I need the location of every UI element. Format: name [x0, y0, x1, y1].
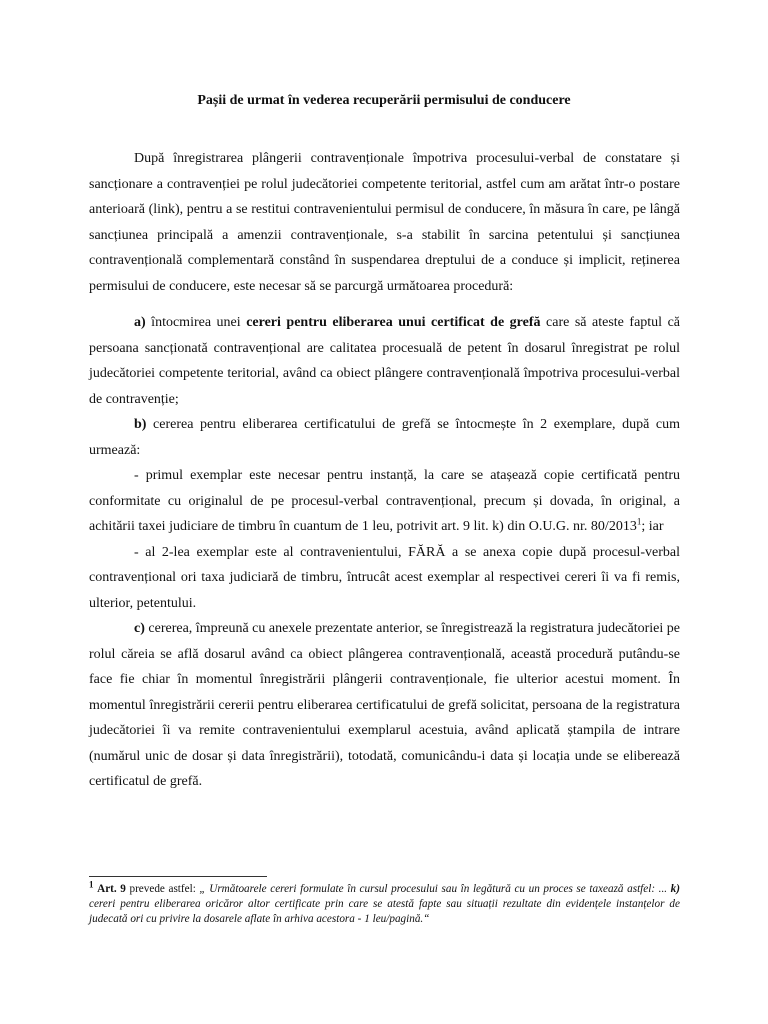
label-b: b) — [134, 417, 147, 432]
document-body — [89, 146, 680, 795]
list-item-b1 — [89, 463, 680, 540]
list-item-b2: - al 2-lea exemplar este al contravenientului, FĂRĂ a se anexa copie după procesul-verbal contravențional ori taxa judiciară de timbru, întrucât acest exemplar al respectivei cereri îi va fi remis, ulterior, petentului. — [89, 544, 680, 611]
paragraph-c — [89, 616, 680, 795]
b-item1: - primul exemplar este necesar pentru instanță, la care se atașează copie certificată pentru conformitate cu originalul de pe procesul-verbal contravențional, precum și dovada, în original, a achitării taxei judiciare de timbru în cuantum de 1 leu, potrivit art. 9 lit. k) din O.U.G. nr. 80/2013 — [89, 468, 680, 534]
b-text: cererea pentru eliberarea certificatului de grefă se întocmește în 2 exemplare, după cum urmează: — [89, 417, 680, 458]
footnote-quote1: „ Următoarele cereri formulate în cursul procesului sau în legătură cu un proces se taxează astfel: ... — [199, 883, 671, 895]
footnote-k: k) — [670, 883, 680, 895]
page-title: Pașii de urmat în vederea recuperării permisului de conducere — [197, 93, 571, 108]
paragraph-b — [89, 412, 680, 463]
a-text2: care să ateste faptul că persoana sancționată contravențional are calitatea procesuală de petent în dosarul înregistrat pe rolul judecătoriei competente teritorial, având ca obiect plângere contravențională împotriva procesului-verbal de contravenție; — [89, 315, 681, 407]
label-c: c) — [134, 621, 145, 636]
a-bold: cereri pentru eliberarea unui certificat de grefă — [246, 315, 541, 330]
paragraph-a — [89, 310, 680, 412]
footnote-ref[interactable]: 1 — [636, 516, 642, 527]
label-a: a) — [134, 315, 146, 330]
footnote-prevede: prevede astfel: — [125, 883, 200, 895]
footnote-number: 1 — [89, 879, 94, 890]
footnote-quote2: cereri pentru eliberarea oricăror altor certificate prin care se atestă fapte sau situații rezultate din evidențele instanțelor de judecată ori cu privire la dosarele aflate în arhiva acestora - 1 leu/pagină.“ — [89, 898, 680, 925]
b-item1-end: ; iar — [641, 519, 664, 534]
a-text1: întocmirea unei — [145, 315, 247, 330]
intro-paragraph: După înregistrarea plângerii contravenționale împotriva procesului-verbal de constatare și sancționare a contravenției pe rolul judecătoriei competente teritorial, astfel cum am arătat într-o postare anterioară (link), pentru a se restitui contravenientului permisul de conducere, în măsura în care, pe lângă sancțiunea principală a amenzii contravenționale, s-a stabilit în sarcina petentului și sancțiunea contravențională complementară constând în suspendarea dreptului de a conduce și implicit, reținerea permisului de conducere, este necesar să se parcurgă următoarea procedură: — [89, 151, 680, 294]
c-text: cererea, împreună cu anexele prezentate anterior, se înregistrează la registratura judecătoriei pe rolul căreia se află dosarul având ca obiect plângerea contravențională, această procedură putându-se face fie chiar în momentul înregistrării plângerii contravenționale, fie ulterior acestui moment. În momentul înregistrării cererii pentru eliberarea certificatului de grefă solicitat, persoana de la registratura judecătoriei îi va remite contravenientului exemplarul acestuia, având aplicată ștampila de intrare (numărul unic de dosar și data înregistrării), totodată, comunicându-i data și locația unde se eliberează certificatul de grefă. — [89, 621, 680, 789]
footnote — [89, 879, 680, 927]
footnote-art: Art. 9 — [97, 883, 126, 895]
footnote-divider — [89, 876, 267, 877]
